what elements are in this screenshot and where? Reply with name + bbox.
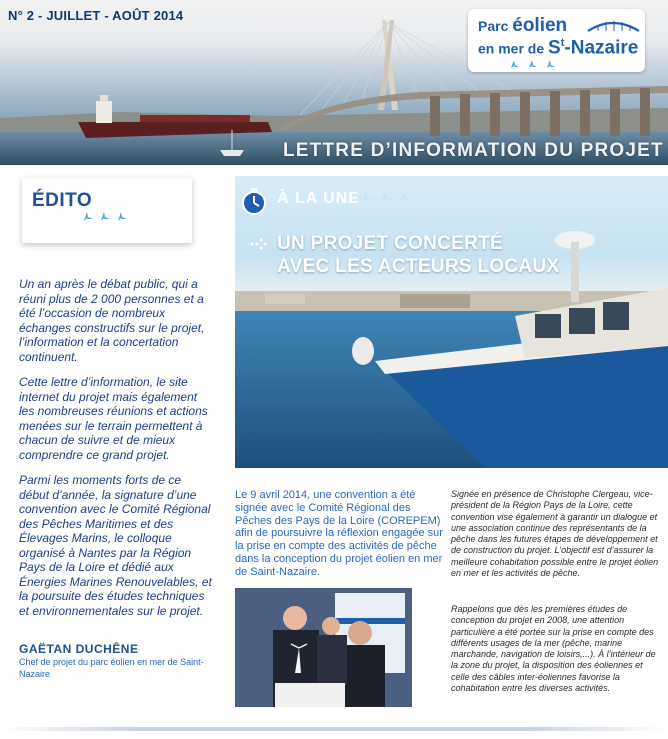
feature-headline: UN PROJET CONCERTÉ [277, 233, 504, 254]
logo-text-s: S [548, 37, 561, 59]
edito-title: ÉDITO [32, 190, 93, 211]
header-photo [0, 0, 668, 165]
signing-photo [235, 588, 412, 707]
edito-paragraph: Un an après le débat public, qui a réuni plus de 2 000 personnes et a été l’occasion de nombreux échanges constructifs sur le projet, l’information et la concertation continuent. [19, 277, 205, 364]
feature-body: Signée en présence de Christophe Clergeau, vice-président de la Région Pays de la Loire, cette convention vise également à garantir un dialogue et une association continue des représentants de la pêche dans les futures étapes de développement et de construction du projet. L’objectif est d’assurer la meilleure cohabitation possible entre le projet éolien en mer et les activités de pêche. [451, 489, 659, 579]
feature-headline: AVEC LES ACTEURS LOCAUX [277, 256, 560, 277]
wind-turbine-icons [360, 190, 414, 204]
edito-paragraph: Parmi les moments forts de ce début d’année, la signature d’une convention avec le Comité Régional des Pêches Maritimes et des Élevages Marins, le colloque organisé à Nantes par la Région Pays de la Loire et dédié aux Énergies Marines Renouvelables, et la poursuite des études techniques et environnementales sur le projet. [19, 473, 212, 618]
feature-photo [235, 176, 668, 468]
bridge-logo-icon [586, 17, 641, 33]
feature-lead: Le 9 avril 2014, une convention a été signée avec le Comité Régional des Pêches des Pays de la Loire (COREPEM) afin de poursuivre la réflexion engagée sur la prise en compte des activités de pêche dans la conception du projet éolien en mer de Saint-Nazaire. [235, 489, 443, 578]
fishing-boat-illustration [235, 176, 668, 468]
stopwatch-icon [239, 186, 269, 216]
section-label: À LA UNE [277, 190, 360, 207]
people-signing-illustration [235, 588, 412, 707]
author-name: GAËTAN DUCHÊNE [19, 642, 139, 656]
edito-box [22, 178, 192, 243]
issue-date: N° 2 - JUILLET - AOÛT 2014 [8, 8, 184, 23]
logo-text-nazaire: -Nazaire [564, 37, 639, 59]
arrow-chevrons-icon [249, 234, 271, 254]
author-role: Chef de projet du parc éolien en mer de Saint-Nazaire [19, 657, 204, 679]
bottom-rule [0, 727, 668, 731]
wind-turbine-icons [508, 58, 558, 70]
feature-body: Rappelons que dès les premières études de conception du projet en 2008, une attention particulière a été portée sur la prise en compte des différents usages de la mer (pêche, marine marchande, navigation de loisirs,...). À l’intérieur de la zone du projet, la disposition des éoliennes et celle des câbles inter-éoliennes favorise la cohabitation entre les diverses activités. [451, 604, 656, 694]
wind-turbine-icons [82, 210, 132, 224]
edito-paragraph: Cette lettre d’information, le site internet du projet mais également les nombreuses réunions et actions menées sur le terrain permettent à chacun de suivre et de mieux comprendre ce grand projet. [19, 375, 208, 462]
logo-text-eolien: éolien [512, 15, 568, 36]
newsletter-banner: LETTRE D’INFORMATION DU PROJET [283, 140, 664, 161]
logo-text-parc: Parc [478, 18, 513, 34]
project-logo [468, 9, 645, 72]
logo-text-en-mer: en mer de [478, 40, 549, 57]
logo-text-t: t [560, 37, 565, 49]
